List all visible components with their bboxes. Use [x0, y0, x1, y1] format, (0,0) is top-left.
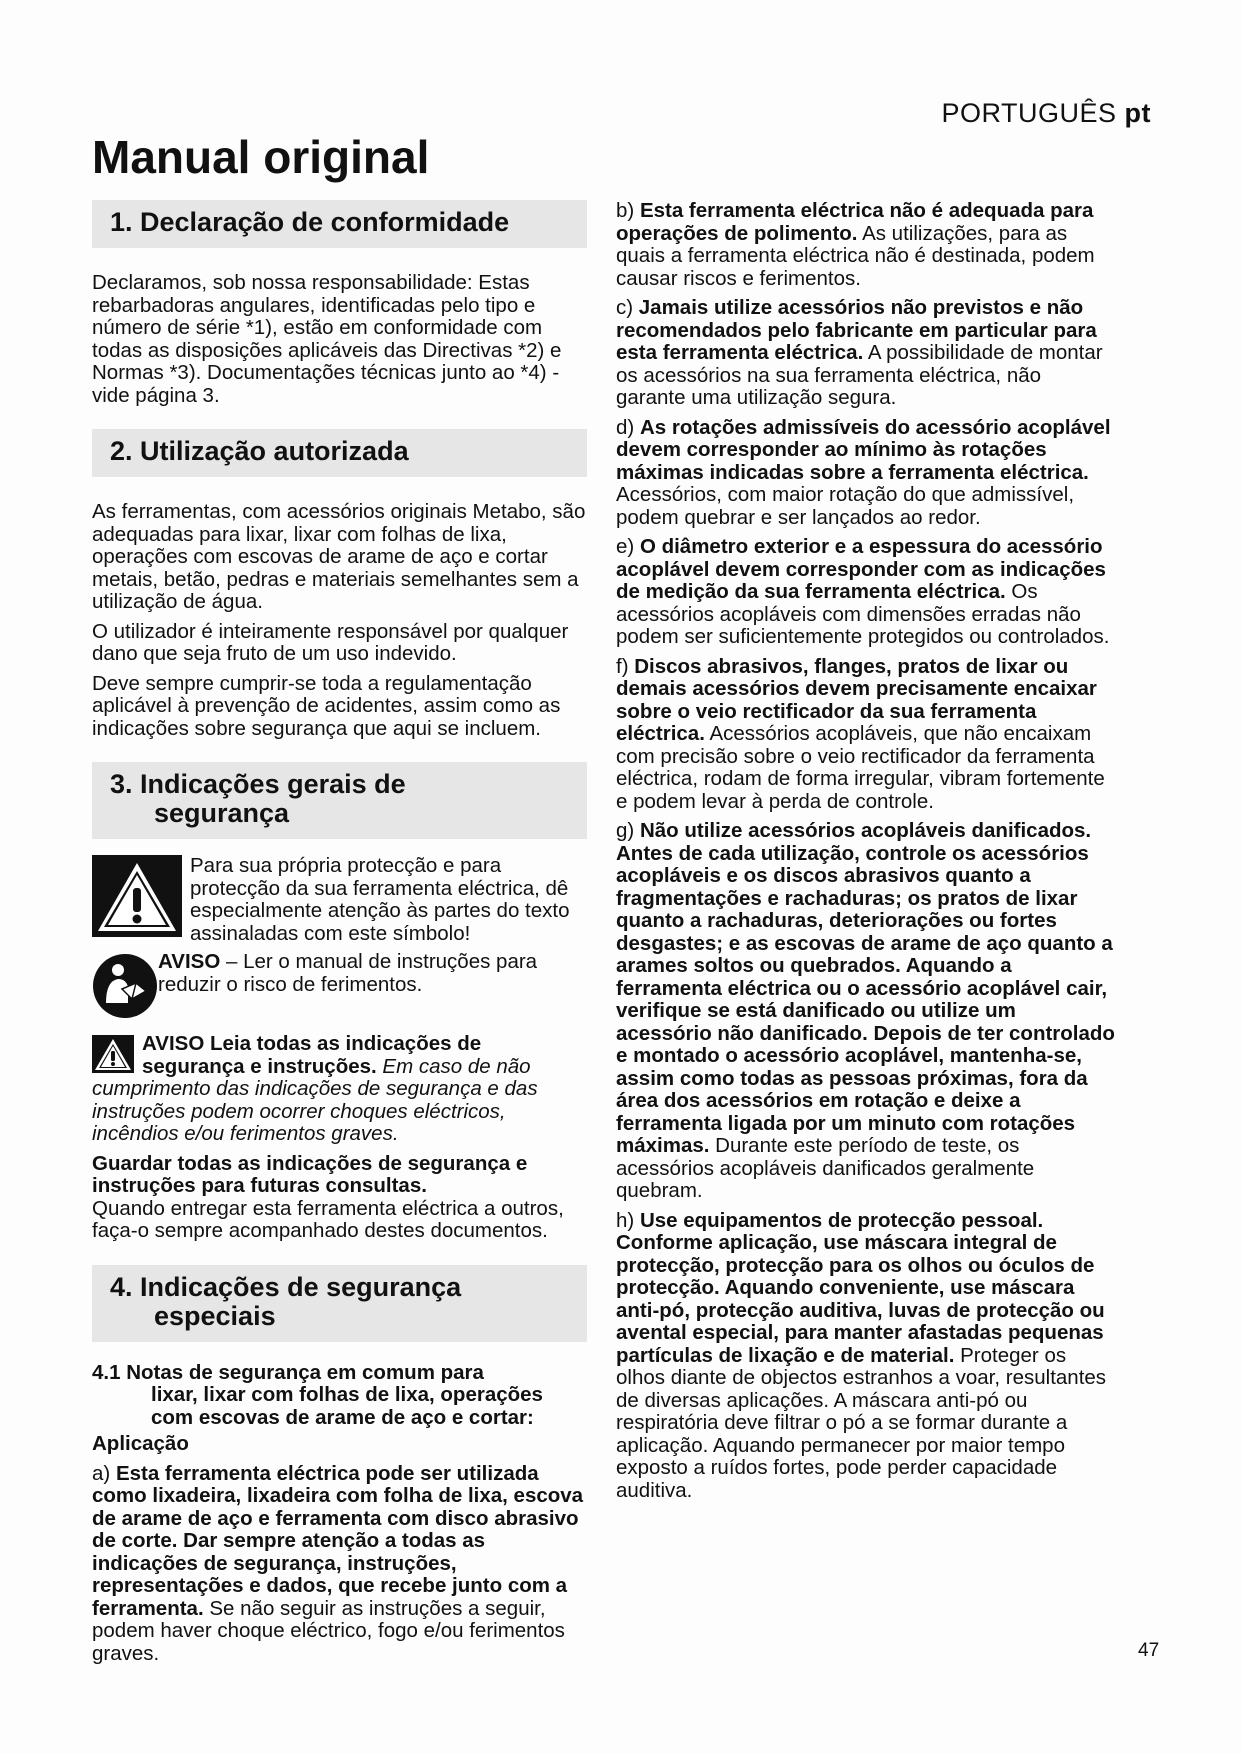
aplicacao-heading: Aplicação — [92, 1432, 189, 1455]
item-c — [616, 297, 1116, 410]
small-warning-triangle-icon — [92, 1035, 134, 1073]
warning-triangle-icon — [92, 855, 182, 937]
item-c-label: c) — [616, 296, 639, 319]
document-title: Manual original — [92, 131, 430, 183]
section-1-title: 1. Declaração de conformidade — [110, 207, 510, 237]
right-column — [616, 200, 1116, 1509]
section-3-title-line-1: 3. Indicações gerais de — [110, 769, 406, 799]
aviso-text: – Ler o manual de instruções para reduzir o risco de ferimentos. — [158, 950, 538, 996]
item-g — [616, 820, 1116, 1203]
section-2-paragraph-1: As ferramentas, com acessórios originais Metabo, são adequadas para lixar, lixar com folhas de lixa, operações com escovas de arame de aço e cortar metais, betão, pedras e materiais semelhantes sem a utilização de água. — [92, 500, 586, 613]
subsection-4-1-heading — [92, 1362, 587, 1430]
item-e-bold: O diâmetro exterior e a espessura do acessório acoplável devem corresponder com as indicações de medição da sua ferramenta eléctrica. — [616, 535, 1106, 603]
language-header — [941, 98, 1151, 129]
section-1-text: Declaramos, sob nossa responsabilidade: Estas rebarbadoras angulares, identificadas pelo tipo e número de série *1), estão em conformidade com todas as disposições aplicáveis das Directivas *2) e Normas *3). Documentações técnicas junto ao *4) - vide página 3. — [92, 271, 562, 407]
read-manual-text — [158, 951, 587, 996]
item-d-label: d) — [616, 415, 640, 439]
item-e-text: Os acessórios acopláveis com dimensões erradas não podem ser suficientemente protegidos ou controlados. — [616, 580, 1110, 648]
aviso-label: AVISO — [158, 950, 221, 973]
item-h-bold: Use equipamentos de protecção pessoal. Conforme aplicação, use máscara integral de protecção, protecção para os olhos ou óculos de protecção. Aquando conveniente, use máscara anti-pó, protecção auditiva, luvas de protecção ou avental especial, para manter afastadas pequenas partículas de lixação e de material. — [616, 1208, 1105, 1367]
section-4-heading — [92, 1265, 587, 1342]
item-g-label: g) — [616, 819, 640, 842]
item-b — [616, 200, 1116, 290]
warning-symbol-text: Para sua própria protecção e para protecção da sua ferramenta eléctrica, dê especialmente atenção às partes do texto assinaladas com este símbolo! — [190, 854, 570, 945]
subsection-4-1-line-2: lixar, lixar com folhas de lixa, operações com escovas de arame de aço e cortar: — [151, 1383, 543, 1429]
item-b-bold: Esta ferramenta eléctrica não é adequada para operações de polimento. — [616, 199, 1094, 245]
item-e — [616, 536, 1116, 649]
item-a-bold: Esta ferramenta eléctrica pode ser utilizada como lixadeira, lixadeira com folha de lixa, escova de arame de aço e ferramenta com disco abrasivo de corte. Dar sempre atenção a todas as indicações de segurança, instruções, representações e dados, que recebe junto com a ferramenta. — [92, 1461, 584, 1620]
safety-warning-italic: Em caso de não cumprimento das indicações de segurança e das instruções podem ocorrer choques eléctricos, incêndios e/ou ferimentos graves. — [92, 1054, 538, 1145]
page-number: 47 — [1138, 1640, 1160, 1661]
item-b-label: b) — [616, 199, 640, 222]
item-g-text: Durante este período de teste, os acessórios acopláveis danificados geralmente quebram. — [616, 1134, 1035, 1202]
item-h — [616, 1210, 1116, 1503]
keep-instructions-bold: Guardar todas as indicações de segurança e instruções para futuras consultas. — [92, 1151, 528, 1197]
safety-warning-bold: AVISO Leia todas as indicações de segurança e instruções. — [142, 1032, 482, 1078]
item-h-text: Proteger os olhos diante de objectos estranhos a voar, resultantes de diversas aplicações. A máscara anti-pó ou respiratória deve filtrar o pó a se formar durante a aplicação. Aquando permanecer por maior tempo exposto a ruídos fortes, pode perder capacidade auditiva. — [616, 1343, 1107, 1502]
item-f-label: f) — [616, 654, 635, 678]
item-f-bold: Discos abrasivos, flanges, pratos de lixar ou demais acessórios devem precisamente encaixar sobre o veio rectificador da sua ferramenta eléctrica. — [616, 654, 1097, 745]
item-e-label: e) — [616, 535, 640, 558]
section-3-title-line-2: segurança — [154, 798, 290, 828]
warning-symbol-row — [92, 855, 587, 945]
item-g-bold: Não utilize acessórios acopláveis danificados. Antes de cada utilização, controle os acessórios acopláveis e os discos abrasivos quanto a fragmentações e rachaduras; os pratos de lixar quanto a rachaduras, deteriorações ou fortes desgastes; e as escovas de arame de aço quanto a arames soltos ou quebrados. Aquando a ferramenta eléctrica ou o acessório acoplável cair, verifique se está danificado ou utilize um acessório não danificado. Depois de ter controlado e montado o acessório acoplável, mantenha-se, assim como todas as pessoas próximas, fora da área dos acessórios em rotação e deixe a ferramenta ligada por um minuto com rotações máximas. — [616, 819, 1115, 1157]
language-label: PORTUGUÊS — [941, 98, 1117, 128]
item-a-label: a) — [92, 1461, 116, 1485]
language-code: pt — [1124, 98, 1151, 128]
item-c-text: A possibilidade de montar os acessórios na sua ferramenta eléctrica, não garante uma utilização segura. — [616, 341, 1103, 409]
left-column — [92, 200, 587, 1672]
read-manual-row — [92, 951, 587, 1019]
item-d — [616, 417, 1116, 530]
item-f-text: Acessórios acopláveis, que não encaixam com precisão sobre o veio rectificador da ferramenta eléctrica, rodam de forma irregular, vibram fortemente e podem levar à perda de controle. — [616, 722, 1105, 813]
section-4-title-line-2: especiais — [154, 1300, 276, 1331]
section-2-paragraph-2: O utilizador é inteiramente responsável por qualquer dano que seja fruto de um uso indevido. — [92, 619, 569, 665]
read-manual-icon — [92, 953, 158, 1019]
section-2-title: 2. Utilização autorizada — [110, 436, 409, 466]
item-b-text: As utilizações, para as quais a ferramenta eléctrica não é destinada, podem causar riscos e ferimentos. — [616, 221, 1095, 290]
section-2-paragraph-3: Deve sempre cumprir-se toda a regulamentação aplicável à prevenção de acidentes, assim como as indicações sobre segurança que aqui se incluem. — [92, 671, 561, 740]
item-d-bold: As rotações admissíveis do acessório acoplável devem corresponder ao mínimo às rotações máximas indicadas sobre a ferramenta eléctrica. — [616, 415, 1111, 484]
section-4-title-line-1: 4. Indicações de segurança — [110, 1271, 462, 1302]
item-a — [92, 1463, 587, 1666]
subsection-4-1-line-1: 4.1 Notas de segurança em comum para — [92, 1360, 484, 1384]
section-2-heading — [92, 429, 587, 477]
section-3-heading — [92, 762, 587, 839]
safety-warning-paragraph — [92, 1033, 587, 1146]
section-1-heading — [92, 200, 587, 248]
keep-instructions-paragraph — [92, 1153, 587, 1243]
item-h-label: h) — [616, 1208, 640, 1232]
item-c-bold: Jamais utilize acessórios não previstos e não recomendados pelo fabricante em particular para esta ferramenta eléctrica. — [616, 296, 1097, 364]
item-f — [616, 656, 1116, 814]
item-a-text: Se não seguir as instruções a seguir, podem haver choque eléctrico, fogo e/ou ferimentos graves. — [92, 1596, 565, 1665]
keep-instructions-text: Quando entregar esta ferramenta eléctrica a outros, faça-o sempre acompanhado destes documentos. — [92, 1196, 564, 1242]
item-d-text: Acessórios, com maior rotação do que admissível, podem quebrar e ser lançados ao redor. — [616, 483, 1075, 529]
